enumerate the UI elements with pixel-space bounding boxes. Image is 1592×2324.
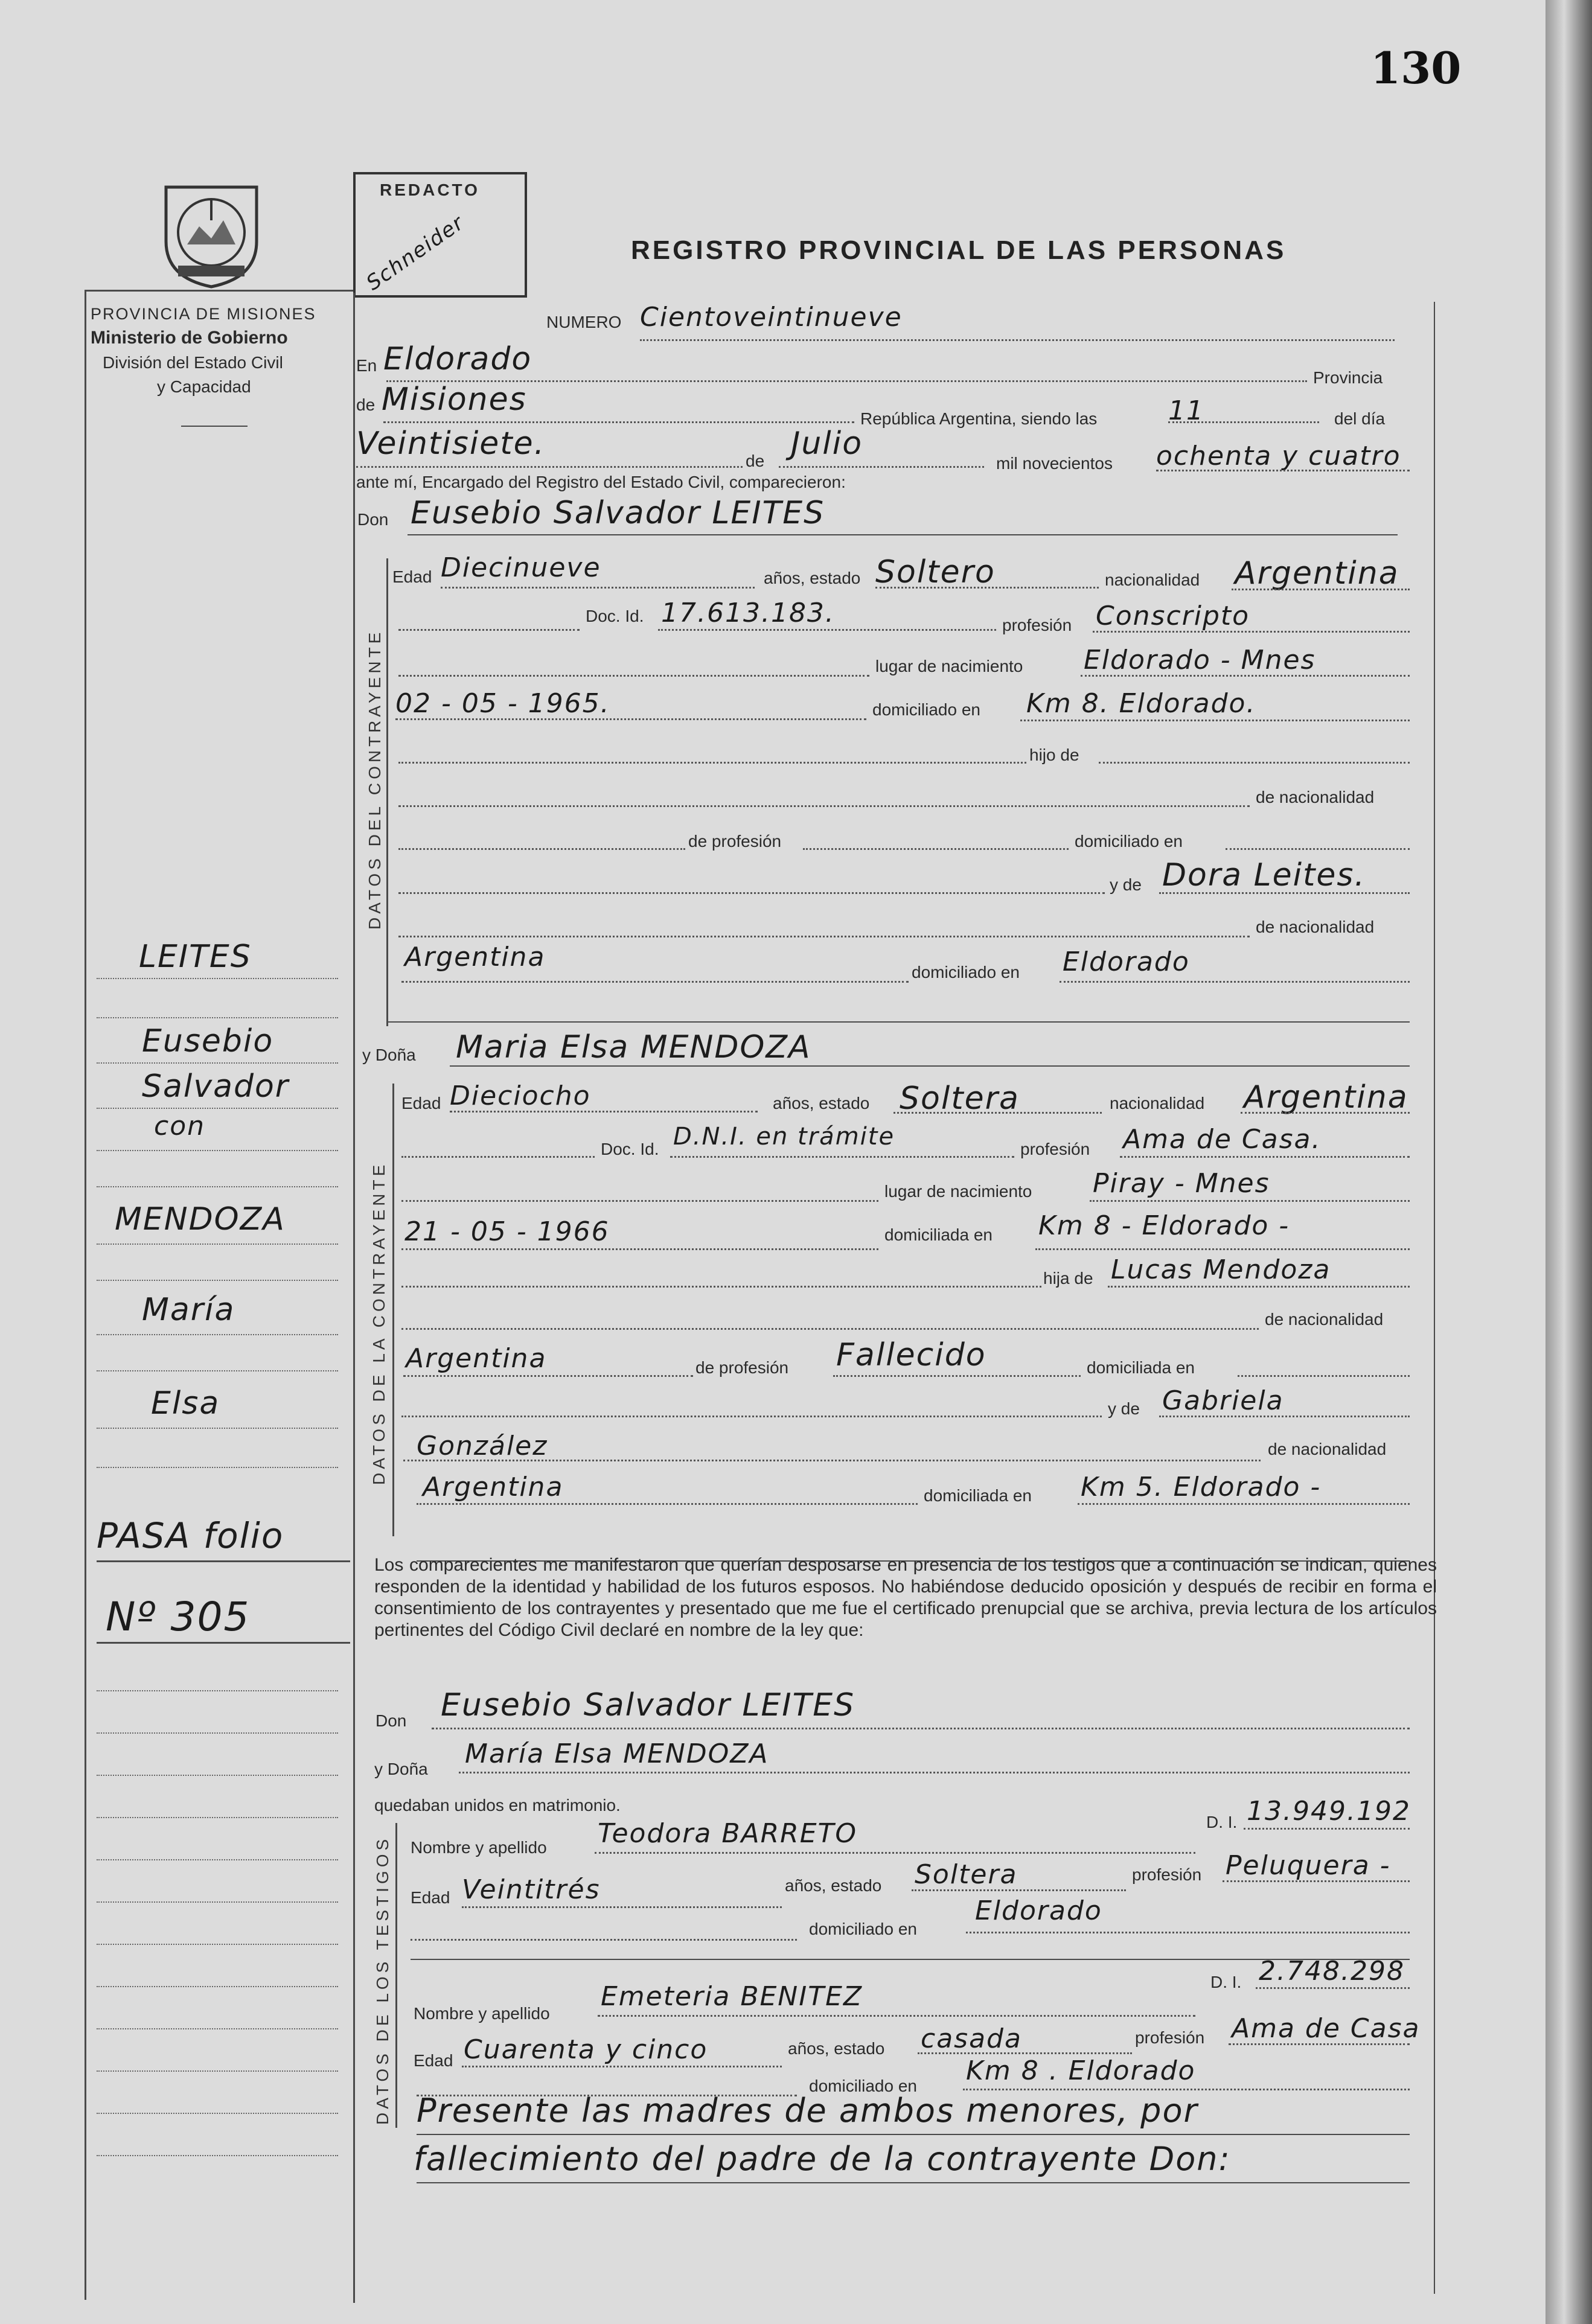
margin-name-2: Salvador xyxy=(142,1068,290,1105)
redacto-stamp xyxy=(353,172,527,298)
w2-prof-label: profesión xyxy=(1135,2028,1205,2047)
redacto-label: REDACTO xyxy=(380,180,480,199)
dia-value: Veintisiete. xyxy=(356,426,546,462)
lugar-value: Eldorado xyxy=(383,341,532,377)
capacity-label: y Capacidad xyxy=(157,377,251,396)
bride-madre-nac-label: de nacionalidad xyxy=(1268,1440,1387,1458)
decl-groom: Eusebio Salvador LEITES xyxy=(441,1687,855,1723)
republica-label: República Argentina, siendo las xyxy=(860,409,1098,428)
w1-di-label: D. I. xyxy=(1206,1813,1238,1831)
mil-label: mil novecientos xyxy=(996,454,1113,473)
bride-doc-value: D.N.I. en trámite xyxy=(673,1123,895,1151)
bride-madre-dom-value: Km 5. Eldorado - xyxy=(1081,1472,1322,1502)
w1-nombre-label: Nombre y apellido xyxy=(411,1838,547,1857)
groom-y-de-label: y de xyxy=(1110,875,1142,894)
w2-di-label: D. I. xyxy=(1210,1973,1242,1991)
groom-lugar-label: lugar de nacimiento xyxy=(875,657,1023,675)
w1-edad-label: Edad xyxy=(411,1888,450,1907)
bride-nac-value: Argentina xyxy=(1244,1079,1408,1116)
redacto-signature: Schneider xyxy=(362,210,469,296)
bride-lugar-value: Piray - Mnes xyxy=(1093,1168,1270,1199)
margin-name-1: Eusebio xyxy=(142,1023,274,1059)
w2-estado-label: años, estado xyxy=(788,2039,885,2058)
del-dia-label: del día xyxy=(1334,409,1386,428)
bride-padre-dom-label: domiciliada en xyxy=(1087,1358,1195,1377)
don-label: Don xyxy=(357,510,389,529)
bride-padre-nac-value: Argentina xyxy=(406,1343,547,1374)
groom-dom-label: domiciliado en xyxy=(872,700,980,719)
hora-value: 11 xyxy=(1168,395,1204,426)
page-edge xyxy=(1546,0,1592,2324)
groom-lugar-value: Eldorado - Mnes xyxy=(1084,645,1316,675)
province-label: PROVINCIA DE MISIONES xyxy=(91,305,316,323)
groom-name: Eusebio Salvador LEITES xyxy=(411,495,825,531)
bride-estado-label: años, estado xyxy=(773,1094,870,1113)
bride-edad-label: Edad xyxy=(401,1094,441,1113)
bride-nac-label: nacionalidad xyxy=(1110,1094,1205,1113)
bride-name: Maria Elsa MENDOZA xyxy=(456,1029,811,1065)
groom-madre-value: Dora Leites. xyxy=(1162,857,1366,893)
bride-padre-value: Lucas Mendoza xyxy=(1111,1254,1331,1285)
decl-bride: María Elsa MENDOZA xyxy=(465,1738,769,1769)
bride-lugar-label: lugar de nacimiento xyxy=(884,1182,1032,1201)
ministry-label: Ministerio de Gobierno xyxy=(91,328,288,348)
hija-de-label: hija de xyxy=(1043,1269,1093,1288)
margin-pasa-folio: PASA folio xyxy=(97,1515,284,1556)
bride-padre-prof-value: Fallecido xyxy=(836,1337,986,1373)
margin-name-4: Elsa xyxy=(151,1385,220,1422)
groom-prof-value: Conscripto xyxy=(1096,601,1250,631)
margin-con: con xyxy=(154,1111,205,1141)
w1-dom: Eldorado xyxy=(975,1895,1102,1926)
groom-doc-label: Doc. Id. xyxy=(586,607,644,625)
bride-prof-value: Ama de Casa. xyxy=(1123,1124,1322,1155)
bride-prof-label: profesión xyxy=(1020,1140,1090,1158)
groom-nac-label: nacionalidad xyxy=(1105,570,1200,589)
groom-estado-label: años, estado xyxy=(764,569,861,587)
groom-doc-value: 17.613.183. xyxy=(661,598,835,628)
groom-madre-nac-label: de nacionalidad xyxy=(1256,918,1375,936)
bride-padre-prof-label: de profesión xyxy=(695,1358,789,1377)
groom-dom-value: Km 8. Eldorado. xyxy=(1026,688,1256,719)
provincia-value: Misiones xyxy=(382,381,527,418)
bride-madre-value-2: González xyxy=(417,1431,548,1461)
quedaban-label: quedaban unidos en matrimonio. xyxy=(374,1796,621,1815)
bride-y-de-label: y de xyxy=(1108,1399,1140,1418)
w2-di: 2.748.298 xyxy=(1259,1956,1405,1987)
bride-madre-value: Gabriela xyxy=(1162,1385,1284,1416)
declaration-paragraph: Los comparecientes me manifestaron que querían desposarse en presencia de los testigos que a continuación se indican, quienes responden de la identidad y habilidad de los futuros esposos. No habiéndose deducido oposición y después de recibir en forma el consentimiento de los contrayentes y presentado que me fue el certificado prenupcial que se archiva, previa lectura de los artículos pertinentes del Código Civil declaré en nombre de la ley que: xyxy=(374,1555,1437,1640)
bride-dom-label: domiciliada en xyxy=(884,1225,993,1244)
bride-edad-value: Dieciocho xyxy=(450,1081,591,1111)
w2-profesion: Ama de Casa xyxy=(1232,2013,1421,2044)
margin-folio-number: Nº 305 xyxy=(106,1594,251,1640)
bride-dom-value: Km 8 - Eldorado - xyxy=(1038,1210,1290,1241)
groom-edad-label: Edad xyxy=(392,567,432,586)
decl-don-label: Don xyxy=(376,1711,407,1730)
anio-value: ochenta y cuatro xyxy=(1156,441,1401,471)
groom-prof-label: profesión xyxy=(1002,616,1072,634)
w1-dom-label: domiciliado en xyxy=(809,1920,917,1938)
groom-nac-value: Argentina xyxy=(1235,555,1399,592)
w2-dom: Km 8 . Eldorado xyxy=(966,2055,1196,2086)
folio-number: 130 xyxy=(1370,42,1462,94)
margin-surname-2: MENDOZA xyxy=(115,1201,286,1237)
ante-mi-label: ante mí, Encargado del Registro del Estado Civil, comparecieron: xyxy=(356,473,846,491)
bride-padre-nac-label: de nacionalidad xyxy=(1265,1310,1384,1329)
bride-madre-nac-value: Argentina xyxy=(423,1472,564,1502)
w1-prof-label: profesión xyxy=(1132,1865,1202,1884)
numero-value: Cientoveintinueve xyxy=(640,302,903,333)
division-label: División del Estado Civil xyxy=(103,353,283,372)
mes-value: Julio xyxy=(791,426,863,462)
groom-madre-dom-label: domiciliado en xyxy=(912,963,1020,982)
bride-estado-value: Soltera xyxy=(900,1081,1020,1117)
datos-testigos-label: DATOS DE LOS TESTIGOS xyxy=(373,1835,392,2125)
w1-name: Teodora BARRETO xyxy=(598,1818,858,1849)
groom-padre-dom-label: domiciliado en xyxy=(1075,832,1183,851)
y-dona-label: y Doña xyxy=(362,1045,416,1064)
datos-contrayente-label: DATOS DEL CONTRAYENTE xyxy=(365,628,384,930)
numero-label: NUMERO xyxy=(546,313,622,331)
w2-name: Emeteria BENITEZ xyxy=(601,1981,863,2012)
groom-fecha-value: 02 - 05 - 1965. xyxy=(395,688,610,719)
en-label: En xyxy=(356,356,377,375)
de-month-label: de xyxy=(746,452,765,470)
provincial-seal-icon xyxy=(154,175,269,290)
hijo-de-label: hijo de xyxy=(1029,745,1079,764)
bride-madre-dom-label: domiciliada en xyxy=(924,1486,1032,1505)
groom-edad-value: Diecinueve xyxy=(441,552,601,583)
groom-padre-nac-label: de nacionalidad xyxy=(1256,788,1375,806)
groom-estado-value: Soltero xyxy=(875,554,996,590)
provincia-label: Provincia xyxy=(1313,368,1383,387)
datos-la-contrayente-label: DATOS DE LA CONTRAYENTE xyxy=(369,1161,388,1485)
de-label: de xyxy=(356,395,376,414)
w2-edad: Cuarenta y cinco xyxy=(464,2034,708,2065)
w2-nombre-label: Nombre y apellido xyxy=(414,2004,550,2023)
bride-doc-label: Doc. Id. xyxy=(601,1140,659,1158)
w1-profesion: Peluquera - xyxy=(1226,1850,1391,1881)
w2-estado: casada xyxy=(921,2023,1022,2054)
note-line-2: fallecimiento del padre de la contrayente Don: xyxy=(414,2140,1231,2178)
groom-madre-dom-value: Eldorado xyxy=(1063,947,1190,977)
w2-dom-label: domiciliado en xyxy=(809,2077,917,2095)
w2-edad-label: Edad xyxy=(414,2051,453,2070)
bride-fecha-value: 21 - 05 - 1966 xyxy=(404,1216,610,1247)
w1-estado-label: años, estado xyxy=(785,1876,882,1895)
decl-dona-label: y Doña xyxy=(374,1760,428,1778)
margin-surname-1: LEITES xyxy=(139,939,252,975)
groom-madre-nac-value: Argentina xyxy=(404,942,546,972)
w1-di: 13.949.192 xyxy=(1247,1796,1411,1827)
page-title: REGISTRO PROVINCIAL DE LAS PERSONAS xyxy=(631,235,1287,265)
margin-name-3: María xyxy=(142,1292,235,1328)
groom-padre-prof-label: de profesión xyxy=(688,832,782,851)
w1-estado: Soltera xyxy=(915,1859,1018,1890)
w1-edad: Veintitrés xyxy=(462,1874,601,1905)
note-line-1: Presente las madres de ambos menores, por xyxy=(417,2092,1198,2130)
